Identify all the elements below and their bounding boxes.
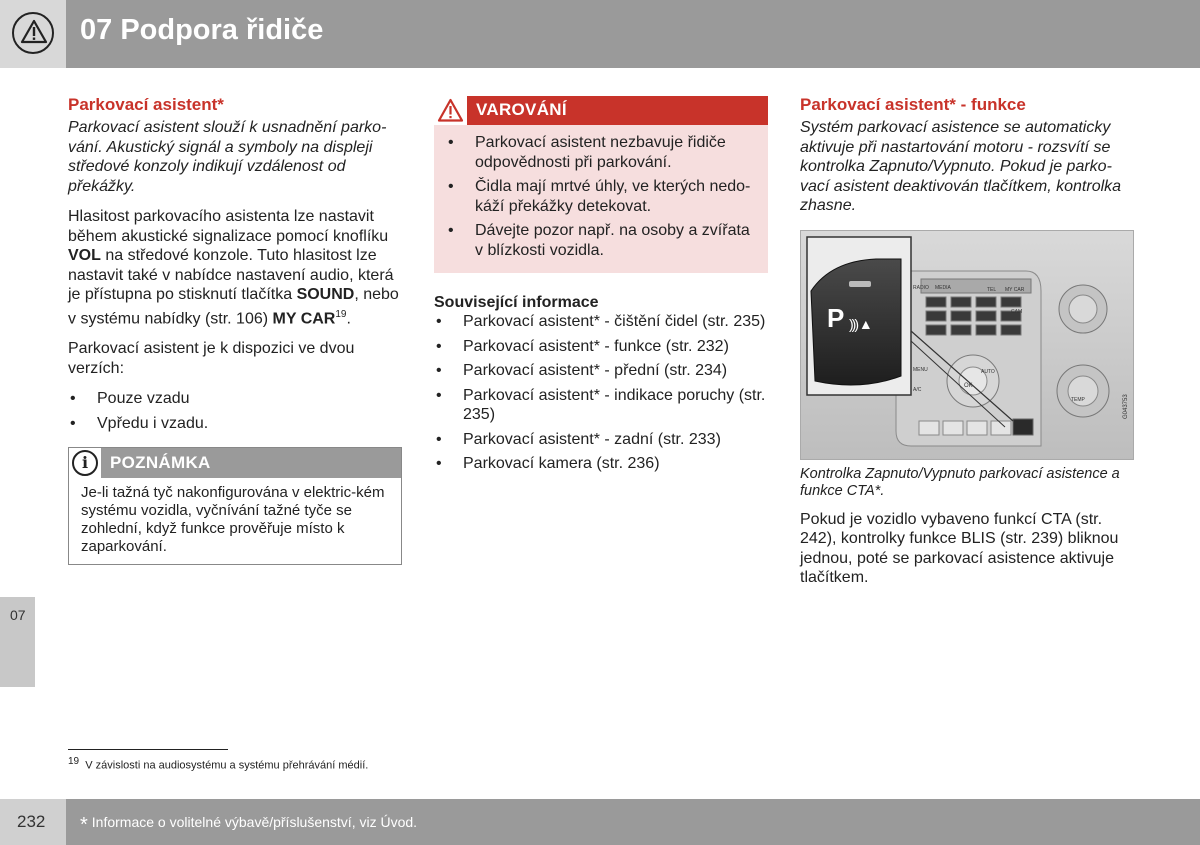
warning-triangle-icon (434, 96, 467, 125)
note-text: Je-li tažná tyč nakonfigurována v elektric-kém systému vozidla, vyčnívání tažné tyče se zohlední, když funkce prověřuje místo k zaparkování. (81, 484, 385, 556)
footnote-number: 19 (68, 756, 80, 767)
label-cam: CAM (1011, 308, 1023, 315)
list-item: • Pouze vzadu (68, 389, 402, 409)
volume-paragraph (68, 207, 402, 328)
page-number: 232 (17, 812, 46, 831)
footer-note-text: Informace o volitelné výbavě/příslušenství, viz Úvod. (91, 814, 418, 830)
section-heading-parking-assist-function: Parkovací asistent* - funkce (800, 95, 1026, 114)
column-2 (434, 95, 768, 484)
page-footer (0, 799, 1200, 845)
label-ac: A/C (913, 386, 922, 393)
note-box (68, 447, 402, 565)
related-list (434, 312, 768, 474)
text-part: Hlasitost parkovacího asistenta lze nastavit během akustické signalizace pomocí knoflíku (68, 208, 389, 245)
note-header (69, 448, 401, 478)
related-link[interactable]: • Parkovací asistent* - zadní (str. 233) (434, 430, 768, 450)
cta-paragraph: Pokud je vozidlo vybaveno funkcí CTA (str. 242), kontrolky funkce BLIS (str. 239) bliknou jednou, poté se parkovací asistence aktivuje tlačítkem. (800, 510, 1119, 586)
warning-list (434, 125, 768, 273)
image-caption: Kontrolka Zapnuto/Vypnuto parkovací asistence a funkce CTA*. (800, 465, 1120, 499)
column-1 (68, 95, 402, 565)
related-link[interactable]: • Parkovací asistent* - indikace poruchy (str. 235) (434, 386, 768, 425)
intro-text: Parkovací asistent slouží k usnadnění parko-vání. Akustický signál a symboly na displeji středové konzoly indikují vzdálenost od překážky. (68, 119, 387, 195)
chapter-title: 07 Podpora řidiče (80, 14, 324, 46)
list-item: • Parkovací asistent nezbavuje řidiče odpovědnosti při parkování. (446, 133, 758, 172)
chapter-side-tab[interactable] (0, 597, 35, 687)
label-auto: AUTO (981, 368, 995, 375)
related-link[interactable]: • Parkovací asistent* - čištění čidel (str. 235) (434, 312, 768, 332)
warning-header (434, 96, 768, 125)
vol-keyword: VOL (68, 247, 101, 264)
warning-box (434, 96, 768, 273)
label-temp: TEMP (1071, 396, 1085, 403)
label-mycar: MY CAR (1005, 286, 1025, 293)
list-item: • Čidla mají mrtvé úhly, ve kterých nedo-káží překážky detekovat. (446, 177, 758, 216)
versions-paragraph: Parkovací asistent je k dispozici ve dvou verzích: (68, 340, 355, 377)
chapter-header (0, 0, 1200, 68)
p-sensor-symbol: P (827, 302, 845, 333)
note-title: POZNÁMKA (110, 453, 211, 473)
mycar-keyword: MY CAR (272, 309, 336, 327)
label-radio: RADIO (913, 284, 929, 291)
warning-title: VAROVÁNÍ (476, 100, 567, 119)
related-link[interactable]: • Parkovací asistent* - funkce (str. 232) (434, 337, 768, 357)
related-info-heading: Související informace (434, 294, 599, 311)
footer-note (80, 814, 417, 837)
asterisk-icon: * (80, 814, 88, 836)
text-part: na středové konzole. Tuto hlasitost lze nastavit také v nabídce nastavení audio, která je přístupna po stisknutí tlačítka (68, 247, 394, 303)
versions-list (68, 389, 402, 433)
header-icon-box (0, 0, 66, 68)
chapter-side-tab-label: 07 (10, 607, 26, 623)
section-heading-parking-assist: Parkovací asistent* (68, 95, 224, 114)
list-item: • Dávejte pozor např. na osoby a zvířata v blízkosti vozidla. (446, 221, 758, 260)
sensor-wave-icon: ))) ▲ (849, 315, 871, 332)
footnote (68, 756, 368, 772)
list-item: • Vpředu i vzadu. (68, 414, 402, 434)
label-tel: TEL (987, 286, 997, 293)
sound-keyword: SOUND (296, 286, 355, 303)
label-media: MEDIA (935, 284, 951, 291)
related-link[interactable]: • Parkovací asistent* - přední (str. 234) (434, 361, 768, 381)
footnote-ref[interactable]: 19 (335, 308, 347, 320)
image-code: G043753 (1123, 393, 1129, 419)
label-menu: MENU (913, 366, 928, 373)
text-part: , nebo v systému nabídky (str. 106) (68, 286, 399, 327)
label-ok: OK (964, 382, 973, 389)
related-link[interactable]: • Parkovací kamera (str. 236) (434, 454, 768, 474)
info-icon: i (69, 448, 101, 478)
warning-triangle-icon (12, 12, 54, 54)
function-intro-text: Systém parkovací asistence se automaticky aktivuje při nastartování motoru - rozsvítí se kontrolka Zapnuto/Vypnuto. Pokud je parko-vací asistent deaktivován tlačítkem, kontrolka zhasne. (800, 119, 1122, 214)
text-part: . (346, 309, 351, 327)
center-console-illustration (800, 230, 1134, 460)
footnote-divider (68, 749, 228, 750)
page-number-box (0, 799, 66, 845)
footnote-text: V závislosti na audiosystému a systému přehrávání médií. (85, 759, 369, 772)
column-3 (800, 95, 1136, 599)
